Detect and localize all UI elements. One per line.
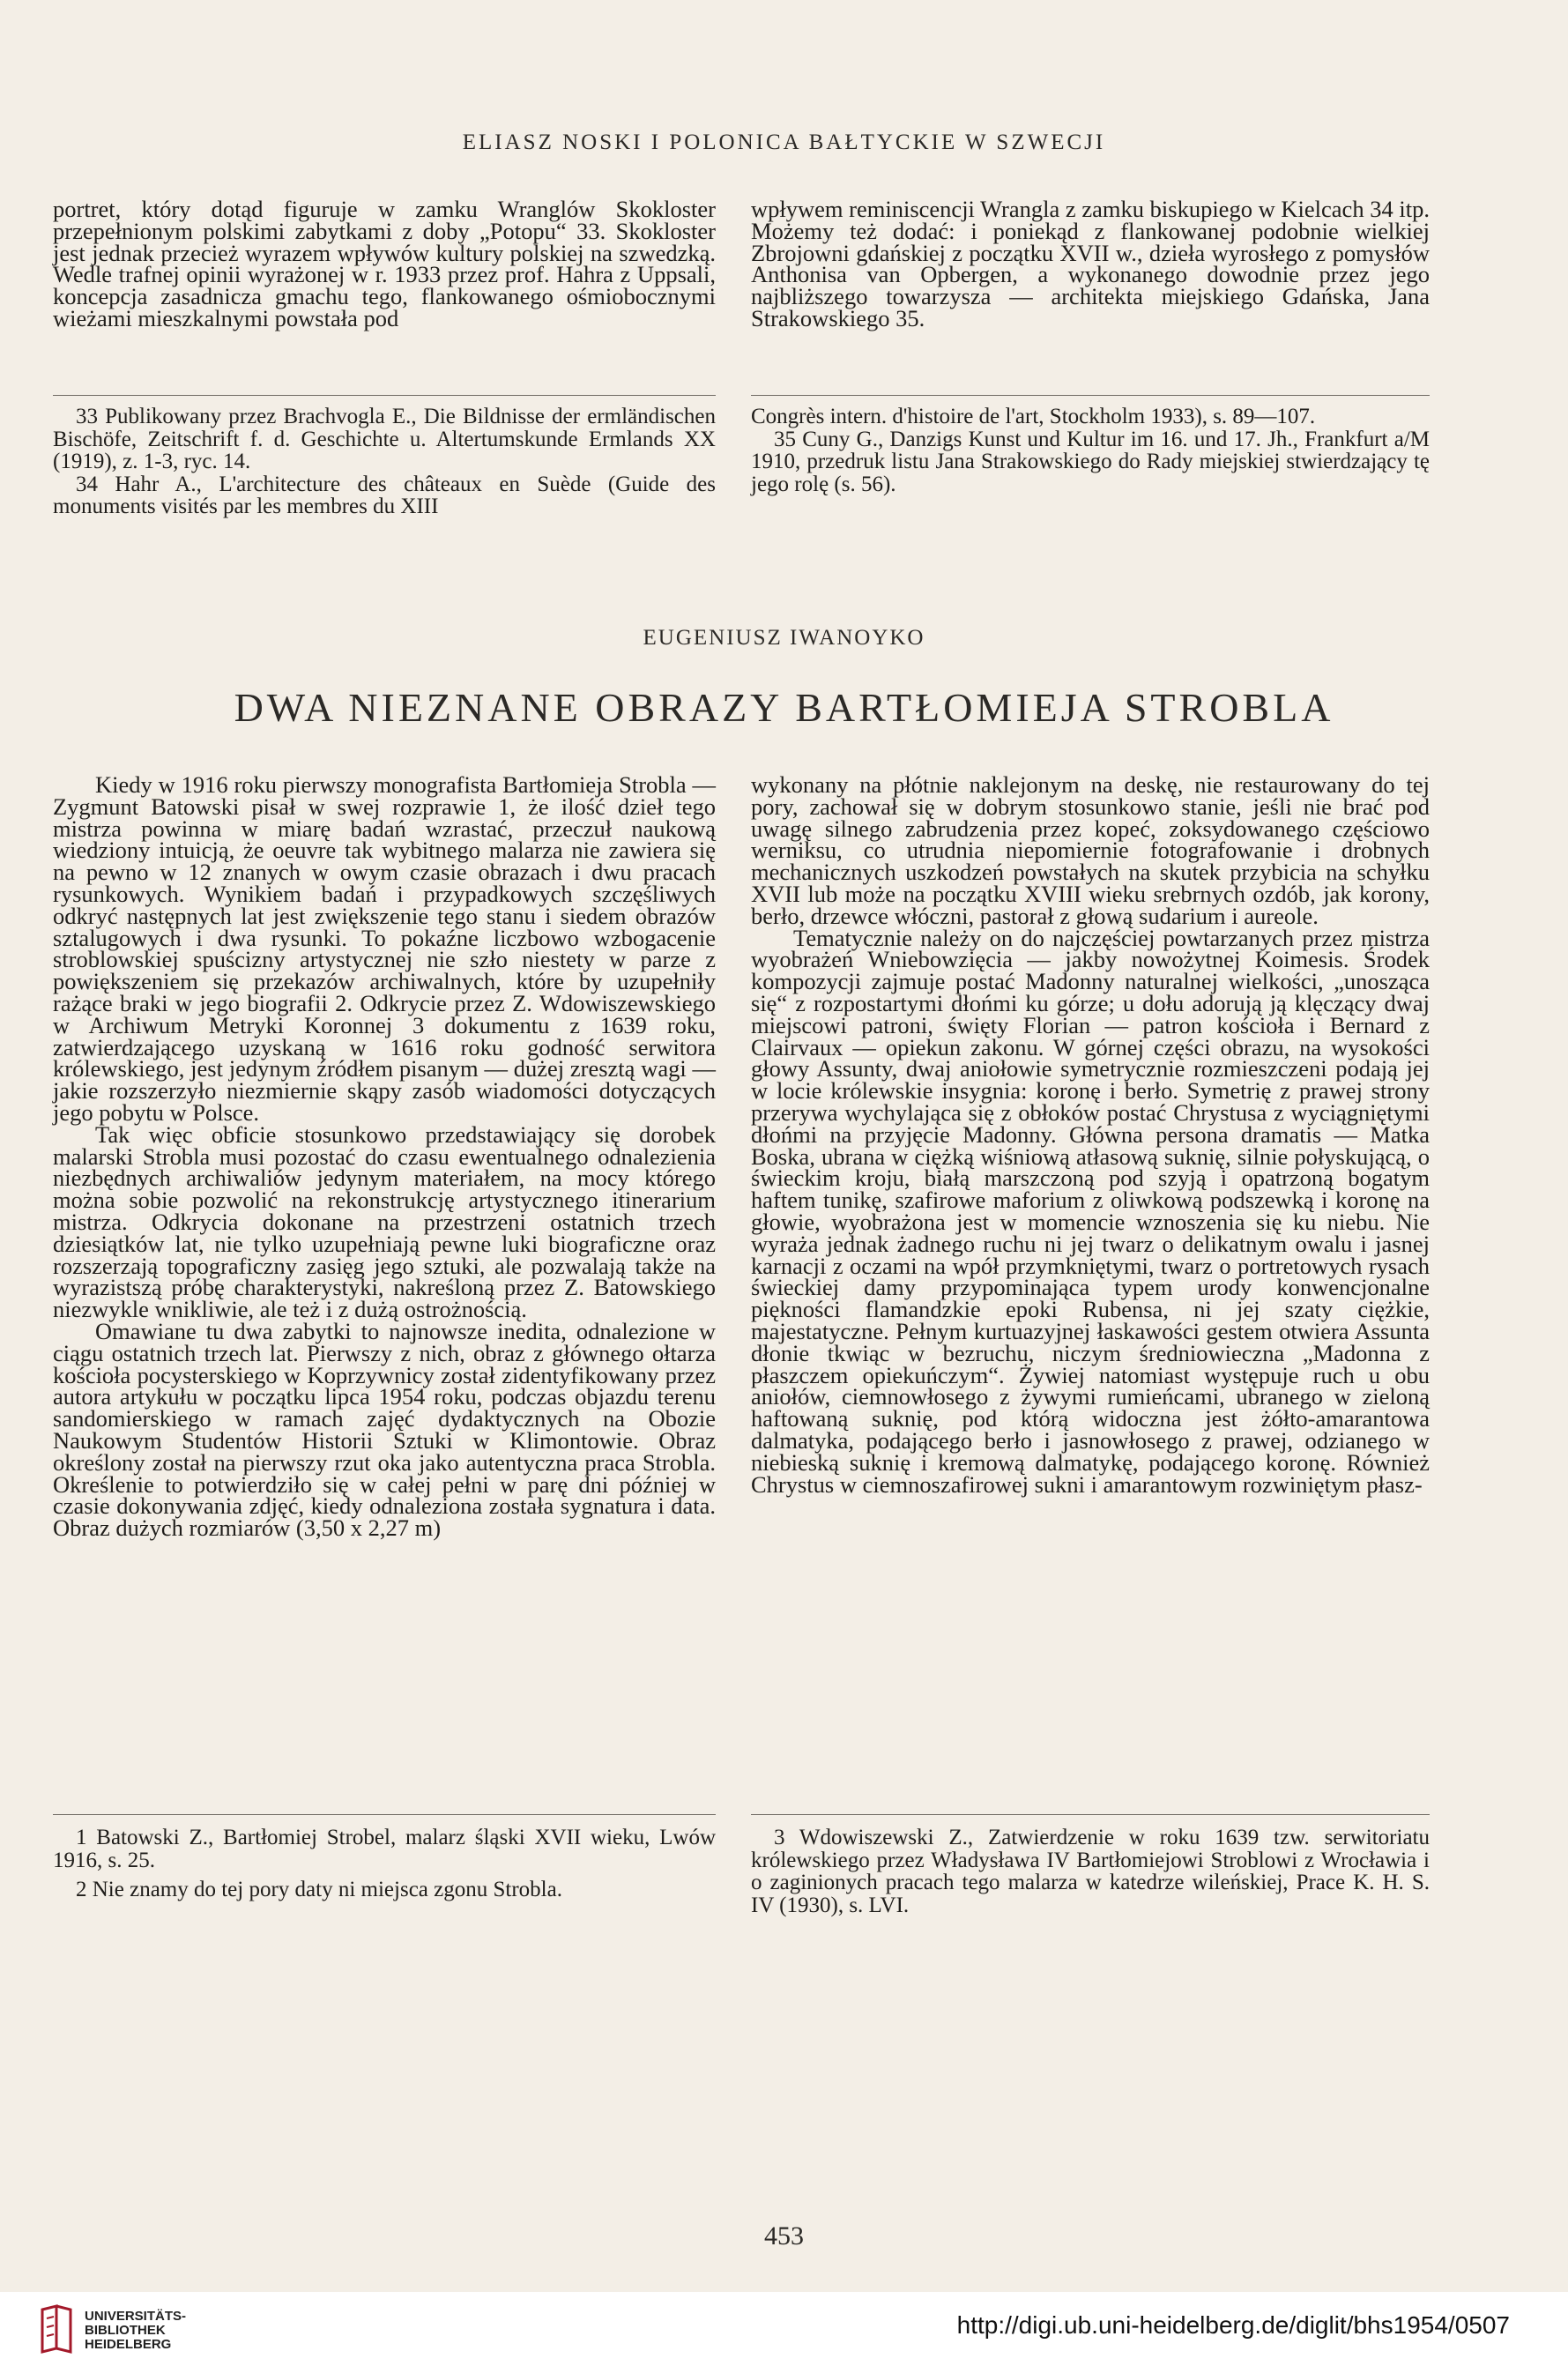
top-left-paragraph: portret, który dotąd figuruje w zamku Wranglów Skokloster przepełnionym polskimi zabytkami z doby „Potopu“ 33. Skokloster jest jednak przecież wyrazem wpływów kultury polskiej na szwedzką. Wedle trafnej opinii wyrażonej w r. 1933 przez prof. Hahra z Uppsali, koncepcja zasadnicza gmachu tego, flankowanego ośmiobocznymi wieżami mieszkalnymi powstała pod	[53, 196, 716, 331]
body-paragraph: Omawiane tu dwa zabytki to najnowsze inedita, odnalezione w ciągu ostatnich trzech lat. Pierwszy z nich, obraz z głównego ołtarza kościoła pocysterskiego w Koprzywnicy został zidentyfikowany przez autora artykułu w początku lipca 1954 roku, podczas objazdu terenu sandomierskiego w ramach zajęć dydaktycznych na Obozie Naukowym Studentów Historii Sztuki w Klimontowie. Obraz określony został na pierwszy rzut oka jako autentyczna praca Strobla. Określenie to potwierdziło się w całej pełni w parę dni później w czasie dokonywania zdjęć, kiedy odnaleziona została sygnatura i data. Obraz dużych rozmiarów (3,50 x 2,27 m)	[53, 1317, 716, 1542]
library-line: BIBLIOTHEK	[85, 2323, 166, 2338]
body-paragraph: Tak więc obficie stosunkowo przedstawiający się dorobek malarski Strobla musi pozostać do czasu ewentualnego odnalezienia niezbędnych archiwaliów jedynym materiałem, na mocy którego można sobie pozwolić na rekonstrukcję artystycznego itinerarium mistrza. Odkrycia dokonane na przestrzeni ostatnich trzech dziesiątków lat, nie tylko uzupełniają pewne luki biograficzne oraz rozszerzają topograficzny zasięg jego sztuki, ale pozwalają także na wyrazistszą próbę charakterystyki, nakreśloną przez Z. Batowskiego niezwykle wnikliwie, ale też i z dużą ostrożnością.	[53, 1120, 716, 1323]
footnote: 2 Nie znamy do tej pory daty ni miejsca zgonu Strobla.	[76, 1878, 562, 1901]
library-line: HEIDELBERG	[85, 2337, 172, 2352]
footnote-rule	[751, 1814, 1430, 1815]
top-footnotes-right	[751, 405, 1430, 495]
footnote: 34 Hahr A., L'architecture des châteaux en Suède (Guide des monuments visités par les membres du XIII	[53, 472, 716, 518]
library-line: UNIVERSITÄTS-	[85, 2309, 187, 2324]
body-paragraph: wykonany na płótnie naklejonym na deskę, nie restaurowany do tej pory, zachował się w dobrym stosunkowo stanie, jeśli nie brać pod uwagę silnego zabrudzenia przez kopeć, zoksydowanego częściowo werniksu, co utrudnia niepomiernie fotografowanie i drobnych mechanicznych uszkodzeń powstałych na skutek przybicia na schyłku XVII lub może na początku XVIII wieku srebrnych ozdób, jak korony, berło, drzewce włóczni, pastorał z głową sudarium i aureole.	[751, 771, 1430, 929]
footnote-rule	[751, 395, 1430, 396]
footnote: 33 Publikowany przez Brachvogla E., Die Bildnisse der ermländischen Bischöfe, Zeitschrift f. d. Geschichte u. Altertumskunde Ermlands XX (1919), z. 1-3, ryc. 14.	[53, 405, 716, 473]
body-left-column	[53, 771, 716, 1542]
body-paragraph: Kiedy w 1916 roku pierwszy monografista Bartłomieja Strobla — Zygmunt Batowski pisał w swej rozprawie 1, że ilość dzieł tego mistrza powinna w miarę badań wzrastać, przeczuł naukową wiedziony intuicją, że oeuvre tak wybitnego malarza nie zawiera się na pewno w 12 znanych w owym czasie obrazach i dwu pracach rysunkowych. Wynikiem badań i przypadkowych szczęśliwych odkryć następnych lat jest zwiększenie tego stanu i siedem obrazów sztalugowych i dwa rysunki. To pokaźne liczbowo wzbogacenie stroblowskiej spuścizny artystycznej nie szło niestety w parze z powiększeniem się przekazów archiwalnych, które by uzupełniły rażące braki w jego biografii 2. Odkrycie przez Z. Wdowiszewskiego w Archiwum Metryki Koronnej 3 dokumentu z 1639 roku, zatwierdzającego uzyskaną w 1616 roku godność serwitora królewskiego, jest jedynym źródłem pisanym — dużej zresztą wagi — jakie rozszerzyło niezmiernie skąpy zasób wiadomości dotyczących jego pobytu w Polsce.	[53, 771, 716, 1126]
footnote: 3 Wdowiszewski Z., Zatwierdzenie w roku 1639 tzw. serwitoriatu królewskiego przez Władysława IV Bartłomiejowi Stroblowi z Wrocławia i o zaginionych pracach tego malarza w katedrze wileńskiej, Prace K. H. S. IV (1930), s. LVI.	[751, 1826, 1430, 1917]
top-right-paragraph: wpływem reminiscencji Wrangla z zamku biskupiego w Kielcach 34 itp. Możemy też dodać: i poniekąd z flankowanej podobnie wielkiej Zbrojowni gdańskiej z początku XVII w., dzieła wyrosłego z pomysłów Anthonisa van Opbergen, a wykonanego dowodnie przez jego najbliższego towarzysza — architekta miejskiego Gdańska, Jana Strakowskiego 35.	[751, 196, 1430, 331]
article-title: DWA NIEZNANE OBRAZY BARTŁOMIEJA STROBLA	[234, 685, 1334, 730]
article-author: EUGENIUSZ IWANOYKO	[643, 626, 925, 650]
running-head: ELIASZ NOSKI I POLONICA BAŁTYCKIE W SZWECJI	[462, 130, 1106, 154]
footnote: 1 Batowski Z., Bartłomiej Strobel, malarz śląski XVII wieku, Lwów 1916, s. 25.	[53, 1826, 716, 1872]
footnote: 35 Cuny G., Danzigs Kunst und Kultur im 16. und 17. Jh., Frankfurt a/M 1910, przedruk listu Jana Strakowskiego do Rady miejskiej stwierdzający tę jego rolę (s. 56).	[751, 427, 1430, 496]
top-left-column	[53, 198, 716, 330]
bottom-footnotes-right	[751, 1827, 1430, 1916]
body-paragraph: Tematycznie należy on do najczęściej powtarzanych przez mistrza wyobrażeń Wniebowzięcia — jakby nowożytnej Koimesis. Środek kompozycji zajmuje postać Madonny naturalnej wielkości, „unosząca się“ z rozpostartymi dłońmi ku górze; u dołu adorują ją klęczący dwaj miejscowi patroni, święty Florian — patron kościoła i Bernard z Clairvaux — opiekun zakonu. W górnej części obrazu, na wysokości głowy Assunty, dwaj aniołowie symetrycznie rozmieszczeni podają jej w locie królewskie insygnia: koronę i berło. Symetrię z prawej strony przerywa wychylająca się z obłoków postać Chrystusa z wyciągniętymi dłońmi na przyjęcie Madonny. Główna persona dramatis — Matka Boska, ubrana w ciężką wiśniową atłasową suknię, silnie połyskującą, o świeckim kroju, białą marszczoną pod szyją i opatrzoną bogatym haftem tunikę, szafirowe maforium z oliwkową podszewką i koronę na głowie, wyobrażona jest w momencie wznoszenia się ku niebu. Nie wyraża jednak żadnego ruchu ni jej twarz o delikatnym owalu i jasnej karnacji z oczami na wpół przymkniętymi, twarz o portretowych rysach świeckiej damy przypominająca typem urody konwencjonalne piękności flamandzkie epoki Rubensa, ni jej szaty ciężkie, majestatyczne. Pełnym kurtuazyjnej łaskawości gestem otwiera Assunta dłonie tkwiąc w bezruchu, niczym średniowieczna „Madonna z płaszczem opiekuńczym“. Żywiej natomiast występuje ruch u obu aniołów, ciemnowłosego z żywymi rumieńcami, ubranego w zieloną haftowaną suknię, pod którą widoczna jest żółto-amarantowa dalmatyka, podającego berło i jasnowłosego z prawej, odzianego w niebieską suknię i kremową dalmatykę, podającego koronę. Również Chrystus w ciemnoszafirowej sukni i amarantowym rozwiniętym płasz-	[751, 924, 1430, 1498]
book-logo-icon[interactable]	[39, 2304, 74, 2354]
footnote-rule	[53, 1814, 716, 1815]
page-number: 453	[764, 2221, 804, 2251]
top-right-column	[751, 198, 1430, 330]
footnote-rule	[53, 395, 716, 396]
body-right-column	[751, 771, 1430, 1498]
bottom-footnotes-left	[53, 1827, 716, 1901]
top-footnotes-left	[53, 405, 716, 518]
library-name[interactable]	[85, 2310, 186, 2352]
footnote: Congrès intern. d'histoire de l'art, Stockholm 1933), s. 89—107.	[751, 405, 1316, 428]
permalink-url[interactable]: http://digi.ub.uni-heidelberg.de/diglit/bhs1954/0507	[956, 2311, 1510, 2339]
